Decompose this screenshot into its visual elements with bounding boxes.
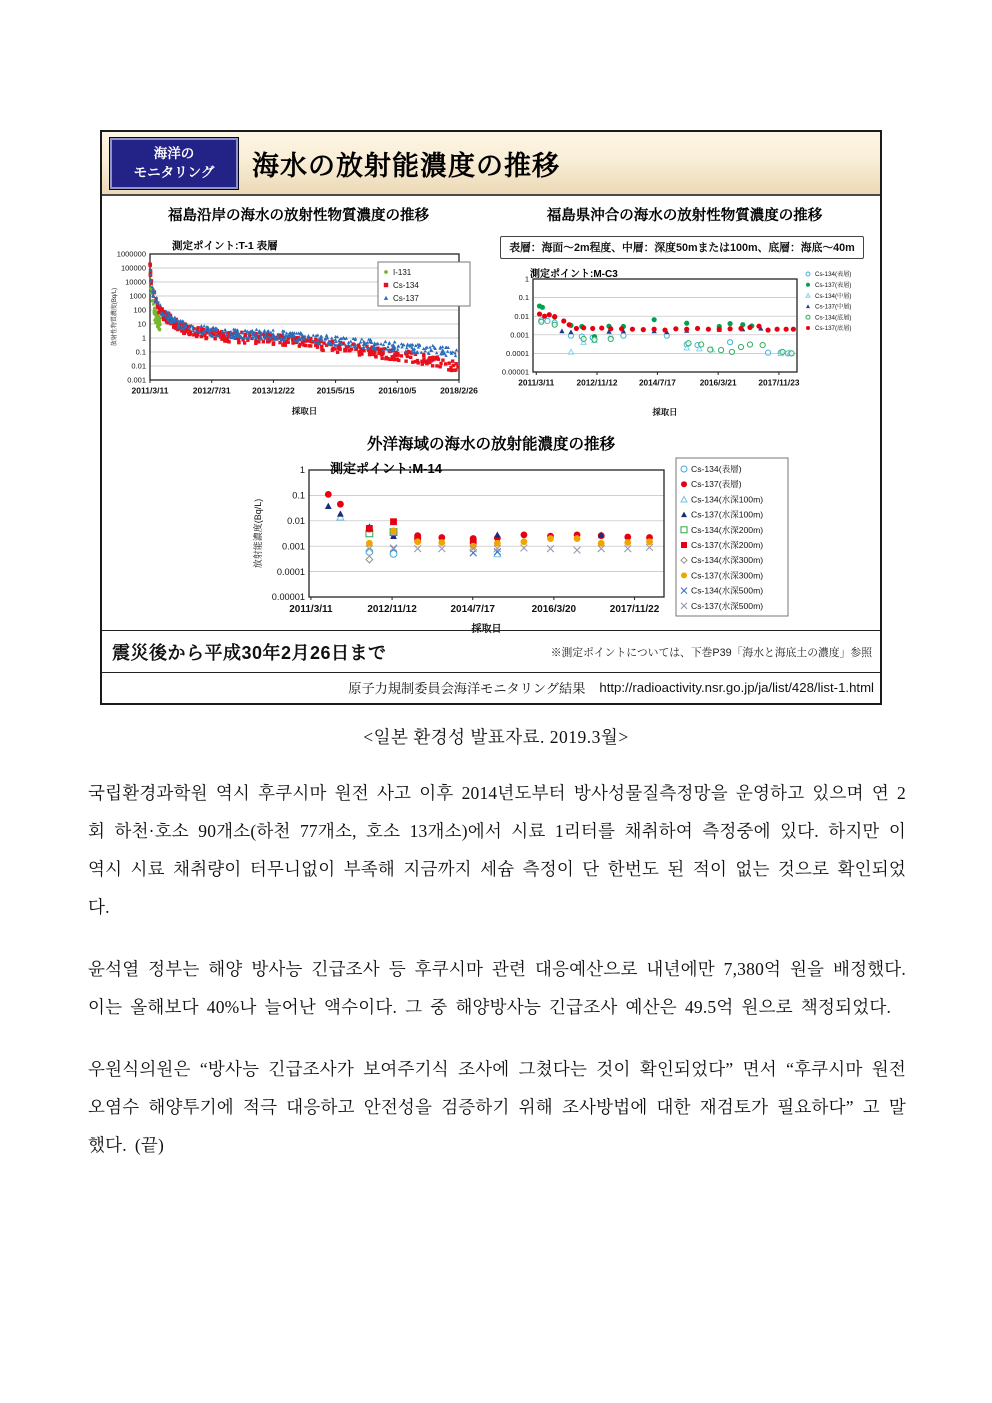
coastal-measure-point-label: 測定ポイント:T-1 表層	[172, 240, 278, 252]
paragraph-1: 국립환경과학원 역시 후쿠시마 원전 사고 이후 2014년도부터 방사성물질측정망을 운영하고 있으며 연 2회 하천·호소 90개소(하천 77개소, 호소 13개소)에서 시료 1리터를 채취하여 측정중에 있다. 하지만 이 역시 시료 채취량이 터무니없이 부족해 지금까지 세슘 측정이 단 한번도 된 적이 없는 것으로 확인되었다.	[88, 783, 906, 917]
svg-text:0.1: 0.1	[292, 490, 305, 501]
svg-text:2012/11/12: 2012/11/12	[367, 604, 417, 615]
svg-text:2015/5/15: 2015/5/15	[316, 385, 355, 396]
svg-text:Cs-134(中層): Cs-134(中層)	[815, 292, 852, 300]
svg-text:I-131: I-131	[393, 267, 412, 277]
svg-text:2013/12/22: 2013/12/22	[252, 385, 295, 396]
svg-text:採取日: 採取日	[291, 406, 318, 416]
svg-text:Cs-134(表層): Cs-134(表層)	[815, 271, 852, 279]
monitoring-figure	[100, 130, 882, 705]
svg-text:2012/7/31: 2012/7/31	[192, 385, 231, 396]
figure-caption: <일본 환경성 발표자료. 2019.3월>	[363, 727, 629, 747]
svg-text:Cs-134(水深300m): Cs-134(水深300m)	[691, 555, 764, 566]
svg-text:Cs-134(表層): Cs-134(表層)	[691, 464, 742, 475]
svg-text:2012/11/12: 2012/11/12	[576, 377, 618, 388]
svg-text:2011/3/11: 2011/3/11	[131, 385, 169, 396]
svg-text:0.01: 0.01	[131, 361, 146, 371]
source-url-text: http://radioactivity.nsr.go.jp/ja/list/428/list-1.html	[599, 679, 874, 695]
badge-line1: 海洋の	[153, 146, 195, 162]
svg-text:Cs-134(底層): Cs-134(底層)	[815, 314, 852, 322]
svg-text:Cs-137(水深300m): Cs-137(水深300m)	[691, 570, 764, 581]
badge-line2: モニタリング	[133, 164, 215, 180]
article-body	[88, 774, 906, 1188]
svg-text:0.001: 0.001	[510, 330, 529, 340]
offshore-measure-point-label: 測定ポイント:M-C3	[530, 269, 618, 280]
svg-text:2014/7/17: 2014/7/17	[638, 377, 676, 388]
svg-text:100000: 100000	[120, 263, 146, 273]
svg-text:0.1: 0.1	[518, 293, 529, 303]
svg-text:1: 1	[299, 465, 305, 476]
coastal-chart-plot	[110, 248, 482, 418]
svg-text:Cs-137(中層): Cs-137(中層)	[815, 303, 852, 311]
svg-text:2018/2/26: 2018/2/26	[440, 385, 478, 396]
svg-text:1: 1	[524, 274, 529, 284]
svg-text:採取日: 採取日	[471, 624, 502, 635]
svg-text:Cs-137(底層): Cs-137(底層)	[815, 325, 852, 333]
svg-text:0.00001: 0.00001	[501, 367, 529, 377]
svg-text:Cs-134(水深500m): Cs-134(水深500m)	[691, 585, 764, 596]
svg-text:0.1: 0.1	[135, 347, 146, 357]
figure-title: 海水の放射能濃度の推移	[252, 150, 560, 181]
svg-text:2016/3/21: 2016/3/21	[699, 377, 737, 388]
svg-text:1000000: 1000000	[116, 249, 146, 259]
survey-period-text: 震災後から平成30年2月26日まで	[112, 643, 387, 663]
svg-text:Cs-137(水深500m): Cs-137(水深500m)	[691, 600, 764, 611]
svg-text:0.001: 0.001	[127, 375, 146, 385]
ocean-measure-point-label: 測定ポイント:M-14	[330, 461, 442, 476]
svg-text:放射性物質濃度(Bq/L): 放射性物質濃度(Bq/L)	[112, 287, 118, 347]
marine-monitoring-badge	[109, 137, 239, 190]
svg-text:0.01: 0.01	[514, 311, 529, 321]
svg-text:0.01: 0.01	[287, 516, 305, 527]
svg-text:1000: 1000	[129, 291, 146, 301]
svg-text:2011/3/11: 2011/3/11	[289, 604, 333, 615]
paragraph-2: 윤석열 정부는 해양 방사능 긴급조사 등 후쿠시마 관련 대응예산으로 내년에만 7,380억 원을 배정했다. 이는 올해보다 40%나 늘어난 액수이다. 그 중 해양방사능 긴급조사 예산은 49.5억 원으로 책정되었다.	[88, 959, 906, 1017]
svg-text:10000: 10000	[125, 277, 146, 287]
svg-text:Cs-134(水深100m): Cs-134(水深100m)	[691, 494, 764, 505]
svg-text:Cs-137(水深100m): Cs-137(水深100m)	[691, 509, 764, 520]
svg-text:Cs-137: Cs-137	[393, 293, 419, 303]
paragraph-3: 우원식의원은 “방사능 긴급조사가 보여주기식 조사에 그쳤다는 것이 확인되었다” 면서 “후쿠시마 원전오염수 해양투기에 적극 대응하고 안전성을 검증하기 위해 조사방법에 대한 재검토가 필요하다” 고 말했다. (끝)	[88, 1059, 906, 1155]
source-organization-text: 原子力規制委員会海洋モニタリング結果	[348, 680, 586, 696]
svg-text:2014/7/17: 2014/7/17	[450, 604, 495, 615]
svg-text:2011/3/11: 2011/3/11	[518, 377, 555, 388]
svg-text:Cs-137(水深200m): Cs-137(水深200m)	[691, 540, 764, 551]
measure-point-reference-note: ※測定ポイントについては、下巻P39「海水と海底土の濃度」参照	[550, 646, 872, 659]
offshore-chart-plot	[495, 267, 880, 422]
svg-text:Cs-137(表層): Cs-137(表層)	[691, 479, 742, 490]
figure-footer-row1	[102, 630, 880, 672]
svg-text:2017/11/23: 2017/11/23	[758, 377, 800, 388]
svg-text:0.00001: 0.00001	[271, 592, 305, 603]
svg-text:2017/11/22: 2017/11/22	[609, 604, 660, 615]
figure-header-band	[102, 132, 880, 196]
svg-text:100: 100	[133, 305, 146, 315]
depth-layer-note: 表層：海面～2m程度、中層：深度50mまたは100m、底層：海底～40m	[500, 236, 864, 259]
svg-text:2016/10/5: 2016/10/5	[378, 385, 417, 396]
ocean-chart-title: 外洋海域の海水の放射能濃度の推移	[366, 436, 615, 453]
svg-text:Cs-134(水深200m): Cs-134(水深200m)	[691, 524, 764, 535]
svg-text:採取日: 採取日	[652, 407, 678, 417]
svg-text:1: 1	[141, 333, 146, 343]
ocean-chart-plot	[252, 457, 872, 637]
svg-text:0.001: 0.001	[282, 541, 305, 552]
svg-text:放射能濃度(Bq/L): 放射能濃度(Bq/L)	[253, 498, 263, 569]
svg-text:0.0001: 0.0001	[506, 349, 529, 359]
svg-text:2016/3/20: 2016/3/20	[531, 604, 577, 615]
svg-text:Cs-137(表層): Cs-137(表層)	[815, 281, 852, 289]
offshore-chart-title: 福島県沖合の海水の放射性物質濃度の推移	[546, 208, 823, 224]
svg-text:10: 10	[137, 319, 146, 329]
svg-text:Cs-134: Cs-134	[393, 280, 419, 290]
svg-text:0.0001: 0.0001	[276, 566, 305, 577]
coastal-chart-title: 福島沿岸の海水の放射性物質濃度の推移	[168, 208, 429, 224]
figure-footer-row2	[102, 672, 880, 701]
